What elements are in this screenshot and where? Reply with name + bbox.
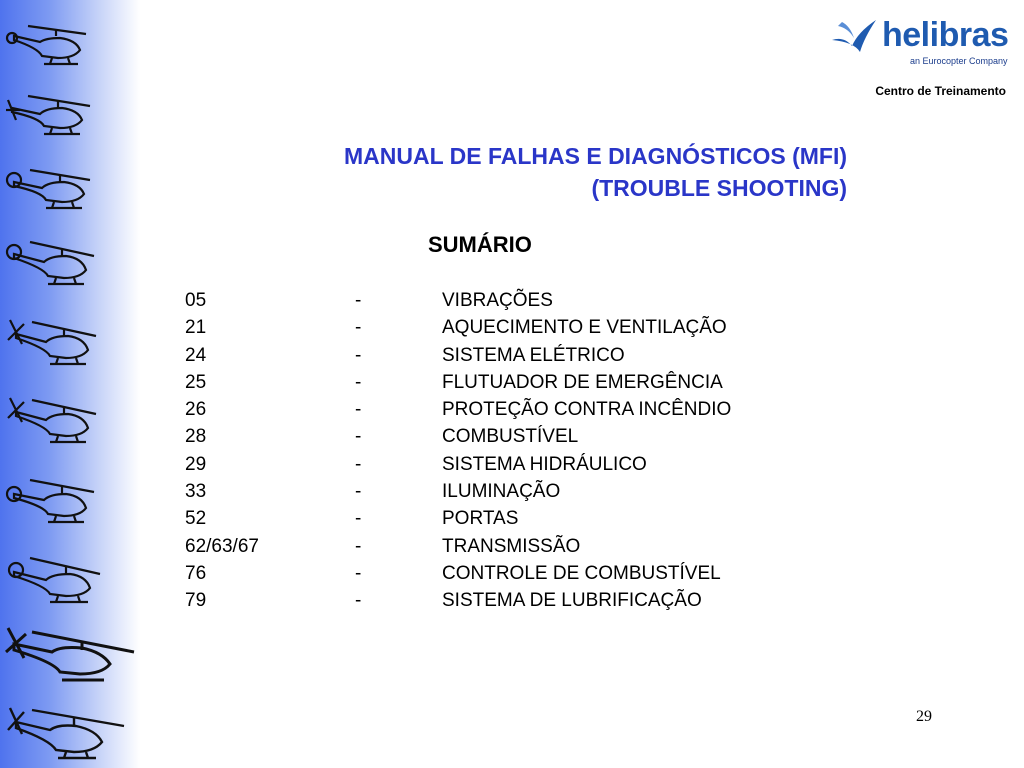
toc-code: 21 [185, 317, 207, 339]
logo-wordmark: helibras [882, 16, 1009, 54]
toc-code: 05 [185, 290, 207, 311]
helicopter-icon [4, 622, 136, 682]
toc-code: 33 [185, 481, 207, 503]
toc-code: 26 [185, 399, 207, 421]
summary-heading: SUMÁRIO [428, 232, 532, 257]
page-title [344, 140, 847, 204]
helicopter-icon [4, 230, 136, 290]
toc-title: TRANSMISSÃO [442, 535, 581, 557]
toc-title: ILUMINAÇÃO [442, 481, 561, 503]
toc-separator: - [355, 317, 362, 339]
toc-code: 79 [185, 590, 207, 612]
toc-title: SISTEMA DE LUBRIFICAÇÃO [442, 590, 702, 612]
bird-logo-icon [830, 16, 880, 56]
toc-separator: - [355, 562, 362, 584]
helicopter-icon [4, 156, 136, 216]
helicopter-icon [4, 546, 136, 606]
training-center-label: Centro de Treinamento [875, 84, 1006, 98]
toc-separator: - [355, 508, 362, 530]
helicopter-icon [4, 12, 136, 72]
toc-separator: - [355, 371, 362, 393]
helicopter-icon [4, 700, 136, 760]
toc-title: VIBRAÇÕES [442, 290, 553, 311]
toc-title: FLUTUADOR DE EMERGÊNCIA [442, 371, 723, 393]
toc-code: 62/63/67 [185, 535, 259, 557]
toc-title: PROTEÇÃO CONTRA INCÊNDIO [442, 399, 732, 421]
toc-separator: - [355, 344, 362, 366]
toc-code: 76 [185, 562, 207, 584]
toc-title: PORTAS [442, 508, 519, 530]
toc-separator: - [355, 426, 362, 448]
toc-code: 24 [185, 344, 207, 366]
toc-separator: - [355, 590, 362, 612]
toc-separator: - [355, 399, 362, 421]
toc-code: 28 [185, 426, 207, 448]
toc-title: AQUECIMENTO E VENTILAÇÃO [442, 317, 727, 339]
toc-separator: - [355, 453, 362, 475]
helicopter-icon [4, 86, 136, 146]
toc-separator: - [355, 481, 362, 503]
helicopter-icon [4, 310, 136, 370]
toc-code: 52 [185, 508, 207, 530]
helicopter-icon [4, 468, 136, 528]
helicopter-side-strip [0, 0, 140, 768]
toc-title: CONTROLE DE COMBUSTÍVEL [442, 562, 721, 584]
toc-title: SISTEMA ELÉTRICO [442, 344, 625, 366]
toc-title: COMBUSTÍVEL [442, 426, 579, 448]
toc-separator: - [355, 535, 362, 557]
logo-subtitle: an Eurocopter Company [910, 56, 1008, 66]
title-line-2: (TROUBLE SHOOTING) [591, 175, 847, 201]
toc-title: SISTEMA HIDRÁULICO [442, 453, 647, 475]
helicopter-icon [4, 388, 136, 448]
helibras-logo [830, 8, 1020, 70]
page-number: 29 [916, 708, 932, 725]
toc-code: 29 [185, 453, 207, 475]
title-line-1: MANUAL DE FALHAS E DIAGNÓSTICOS (MFI) [343, 143, 847, 169]
toc-code: 25 [185, 371, 207, 393]
toc-separator: - [355, 290, 362, 311]
